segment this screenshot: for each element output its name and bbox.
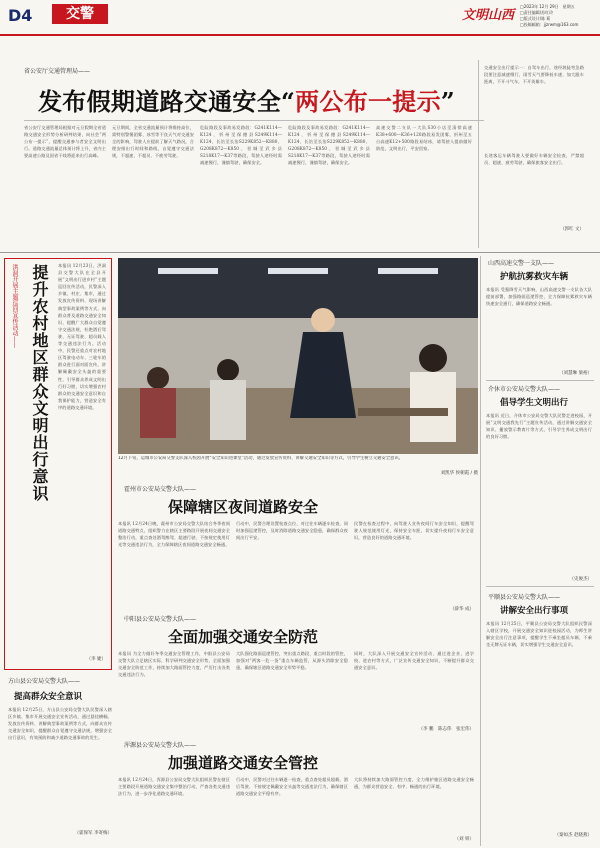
right-a2-body: 本报讯 近日，介休市公安局交警大队民警走进校园，开展“文明交通我先行”主题宣传活动，通过讲解交通安全知识、播放警示教育片等方式，引导学生养成文明出行的良好习惯。 [486,413,592,440]
lead-sign: （郭红 文） [560,227,584,232]
editor-line: □责任编辑/苏红玲 [520,10,554,15]
header-rule [0,34,600,36]
fangshan-title: 提高群众安全意识 [14,692,83,702]
lead-col-1: 省公安厅交通管理局根据对元旦假期全省道路交通安全形势分析研判结果，向社会“两公布一提示”，提醒交通参与者安全文明出行。道路交通流量总体预计将上升，省内主要高速公路及国省干线将迎来出行高峰。 [24,125,106,159]
hunyuan-col-1: 本报讯 12月24日，浑源县公安局交警大队组织民警在辖区主要路段开展道路交通安全集中整治行动，严查各类交通违法行为，进一步净化道路交通环境。 [118,777,230,797]
side-feature-sign: （李 婕） [86,657,106,662]
photo-caption: 12月下旬，运城市公安局交警支队深入校园开展“安全知识进课堂”活动，通过发放宣传资料、讲解交通安全知识等方式，引导学生树立交通安全意识。 [118,456,403,461]
section-divider [0,252,600,253]
zhongyang-col-1: 本报讯 为全力做好冬季交通安全管理工作，中阳县公安局交警大队立足辖区实际，科学研判交通安全形势，全面加强交通安全防范工作，持续加大路面管控力度，严厉打击各类交通违法行为。 [118,651,230,678]
huozhou-col-1: 本报讯 12月24日晚，霍州市公安局交警大队结合冬季夜间道路交通特点，组织警力在辖区主要路段开展夜间交通安全整治行动，重点查处酒驾醉驾、超速行驶、不按规定使用灯光等交通违法行为，全力保障辖区夜间道路交通安全畅通。 [118,521,230,548]
right-a3-body: 本报讯 12月25日，平顺县公安局交警大队组织民警深入辖区学校，开展交通安全知识进校园活动，为师生讲解安全出行注意事项，提醒学生不乘坐超员车辆、不乘坐无牌无证车辆，切实增强学生交通安全意识。 [486,621,592,648]
lead-title-post: ” [440,87,456,116]
lead-right-b: 长途客运车辆驾驶人要做好车辆安全检查，严禁超员、超速、疲劳驾驶，确保旅客安全出行。 [484,153,584,166]
lead-right-a: 交通安全出行提示一：自驾车出行，途经坡陡弯急路段要注意减速慢行，雨雪天气要降低车速、加大跟车距离，不开斗气车，不开英雄车。 [484,65,584,85]
email-line: □投稿邮箱：jjzrwm@163.com [520,22,579,27]
right-a2-kicker: 介休市公安局交警大队—— [488,386,561,393]
hunyuan-col-3: 大队将持续加大路面管控力度，全力维护辖区道路交通安全畅通，为群众营造安全、有序、畅通的出行环境。 [354,777,474,790]
huozhou-sign: （薛华 成） [450,607,474,612]
huozhou-col-2: 行动中，民警合理设置检查点位，对过往车辆逐车检查，同时加强巡逻管控，及时消除道路交通安全隐患，确保群众夜间出行平安。 [236,521,348,541]
lead-col-4: 危险路段及事故易发路段：G241K114—K124、忻州至保德县S249K114—K124、长治至长治S229K852—K880、G208K872—K850、晋城至武乡县S218K17—K37等路段，驾驶人途经时需减速慢行，谨慎驾驶，确保安全。 [288,125,370,166]
column-divider [478,60,479,248]
side-feature-kicker: 洪洞开展主题巡回宣传活动—— [11,264,18,348]
page-number: D4 [8,6,33,25]
fangshan-kicker: 方山县公安局交警大队—— [8,678,81,685]
right-a3-kicker: 平顺县公安局交警大队—— [488,594,561,601]
right-a1-body: 本报讯 受强降雪天气影响，山西高速交警一支队各大队提前部署，加强路面巡逻管控，全力保障抗雾救灾车辆快速安全通行，确保道路安全畅通。 [486,287,592,307]
hunyuan-kicker: 浑源县公安局交警大队—— [124,742,197,749]
lead-kicker: 省公安厅交通管理局—— [24,68,91,75]
lead-title [38,82,455,117]
right-a2-sign: （史俊杰） [569,577,592,582]
right-a2-title: 倡导学生文明出行 [500,398,569,408]
right-a1-title: 护航抗雾救灾车辆 [500,272,569,282]
hunyuan-col-2: 行动中，民警对过往车辆逐一检查，重点查处超员超载、酒后驾驶、不按规定佩戴安全头盔等交通违法行为，确保辖区道路交通安全平稳有序。 [236,777,348,797]
right-a1-sign: （刘慧琳 梁裕） [559,371,592,376]
right-a1-kicker: 山西高速交警一支队—— [488,260,555,267]
lead-title-red: 两公布一提示 [295,87,441,116]
lead-col-3: 危险路段及事故易发路段：G241K114—K124、忻州至保德县S249K114—K124、长治至长治S229K852—K880、G208K872—K850、晋城至武乡县S218K17—K37等路段，驾驶人途经时需减速慢行，谨慎驾驶，确保安全。 [200,125,282,166]
zhongyang-sign: （李 鹏 陈志伟 张宏伟） [418,727,474,732]
right-column-divider [480,256,481,846]
hunyuan-sign: （刘 妍） [454,837,474,842]
zhongyang-col-3: 同时，大队深入开展交通安全宣传活动，通过进企业、进学校、进农村等方式，广泛宣传交通安全知识，不断提升群众交通安全意识。 [354,651,474,671]
classroom-photo-illustration [118,258,478,454]
section-badge: 交警 [52,4,108,24]
fangshan-sign: （霍保军 李寄梅） [74,831,112,836]
page-header [0,0,600,44]
side-feature-title: 提升农村地区群众文明出行意识 [30,264,49,502]
date-line: □2023年 12月 29日 星期五 [520,4,575,9]
right-a3-sign: （秦如杰 赵晓燕） [554,833,592,838]
lead-col-2: 元旦期间，全省交通流量预计将维持高位，需特别警惕团雾、冰雪等不良天气对交通安全的影响，驾驶人应提前了解天气路况，合理安排出行时间和路线，自觉遵守交通法规，不超速、不超员、不疲劳驾驶。 [112,125,194,159]
right-divider-2 [486,586,594,587]
fangshan-body: 本报讯 12月25日，方山县公安局交警大队民警深入辖区乡镇、集市开展交通安全宣传活动，通过悬挂横幅、发放宣传资料、讲解典型事故案例等方式，向群众宣传交通安全知识，提醒群众自觉遵守交通法规，增强安全出行意识，有效预防和减少道路交通事故的发生。 [8,707,112,741]
huozhou-title: 保障辖区夜间道路安全 [168,498,319,516]
right-a3-title: 讲解安全出行事项 [500,606,569,616]
designer-line: □版式设计/陈 莉 [520,16,551,21]
hunyuan-title: 加强道路交通安全管控 [168,754,319,772]
lead-divider [24,120,484,121]
lead-col-5: 高速交警二支队一大队S30小店至清徐高速K38+600—K36+120路段易发团雾，忻州至五台高速K12+500路段易结冰，请驾驶人提前做好防范，文明出行，平安回家。 [376,125,472,152]
zhongyang-col-2: 大队强化路面巡逻管控，突出重点路段、重点时段的管控，加强对“两客一危一货”重点车辆监管，从源头消除安全隐患，确保辖区道路交通安全形势平稳。 [236,651,348,671]
zhongyang-title: 全面加强交通安全防范 [168,628,319,646]
huozhou-kicker: 霍州市公安局交警大队—— [124,486,197,493]
side-feature-body: 本报讯 12月23日，洪洞县交警大队在全县开展“文明出行进乡村”主题巡回宣传活动，民警深入乡镇、村庄、集市，通过发放宣传资料、现场讲解典型事故案例等方式，向群众普及道路交通安全知识，提醒广大群众自觉遵守交通法规，杜绝酒后驾驶、无证驾驶、超员载人等交通违法行为。活动中，民警还重点对农村地区驾驶电动车、三轮车的群众进行面对面宣传，讲解佩戴安全头盔的重要性，引导群众养成文明出行好习惯，切实增强农村群众的交通安全意识和自我保护能力，营造安全有序的道路交通环境。 [58,263,106,410]
right-divider-1 [486,380,594,381]
header-meta [520,4,594,28]
zhongyang-kicker: 中阳县公安局交警大队—— [124,616,197,623]
lead-title-pre: 发布假期道路交通安全“ [38,87,296,116]
photo-credit: 刘凯华 侯朝霞 / 摄 [440,471,478,476]
news-photo [118,258,478,454]
huozhou-col-3: 民警在检查过程中，向驾驶人宣传夜间行车安全知识，提醒驾驶人规范使用灯光，保持安全车距，切实提升夜间行车安全意识，营造良好的道路交通环境。 [354,521,474,541]
masthead-logo: 文明山西 [462,8,515,23]
